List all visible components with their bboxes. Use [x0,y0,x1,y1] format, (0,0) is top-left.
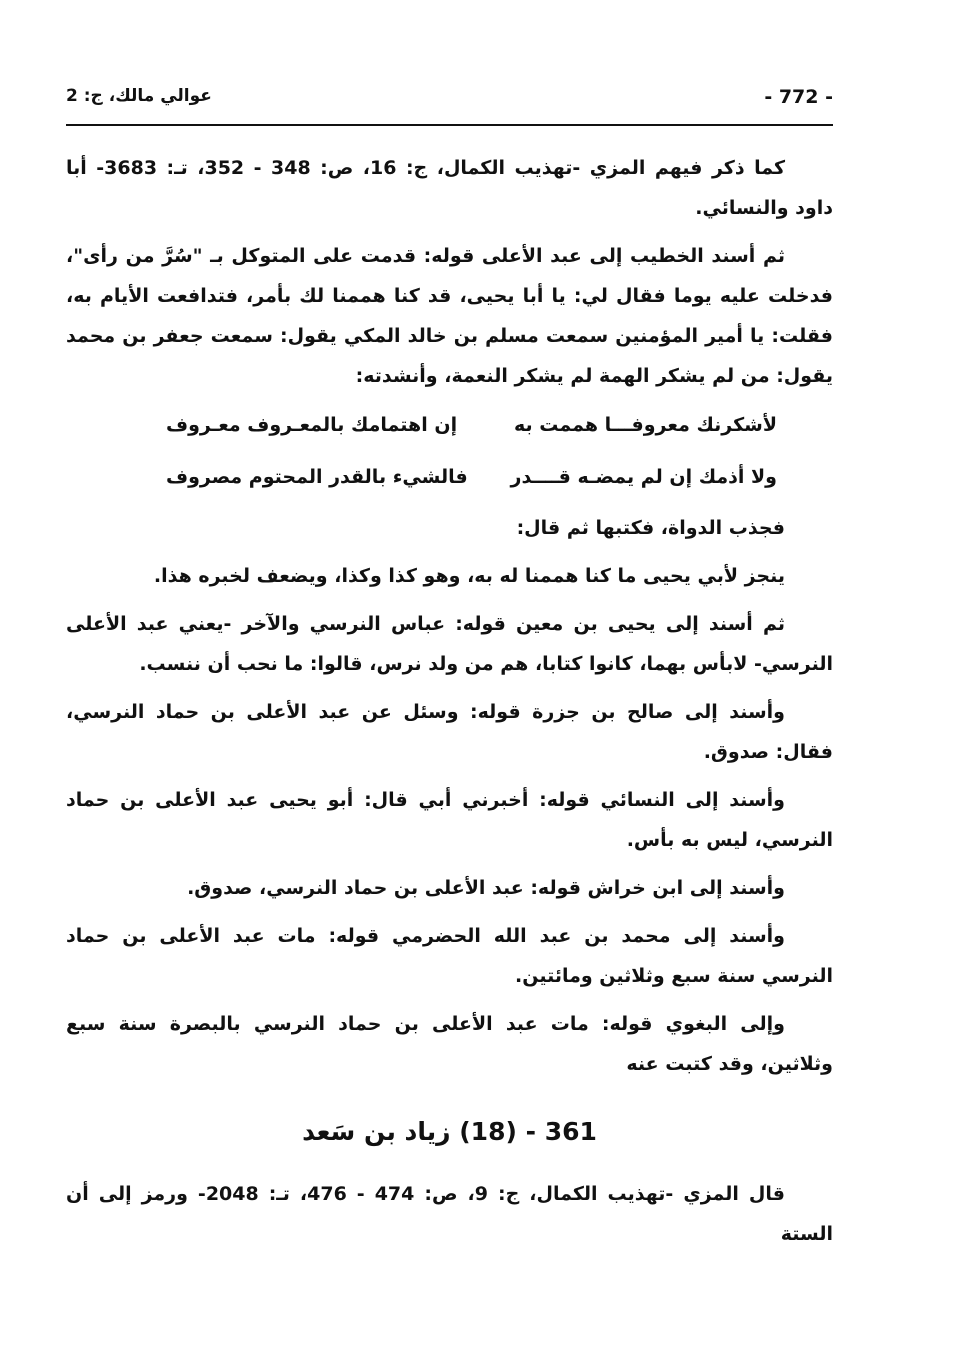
paragraph: وأسند إلى النسائي قوله: أخبرني أبي قال: أبو يحيى عبد الأعلى بن حماد النرسي، ليس به بأس. [66,789,833,851]
main-text [66,148,833,1262]
section-heading: 361 - (18) زياد بن سَعد [302,1117,597,1146]
verse-first-hemistich: لأشكرنك معروفـــا هممت به [514,414,777,436]
paragraph: ثم أسند الخطيب إلى عبد الأعلى قوله: قدمت على المتوكل بـ "سُرَّ من رأى"، فدخلت عليه يوما فقال لي: يا أبا يحيى، قد كنا هممنا لك بأمر، فتدافعت الأيام به، فقلت: يا أمير المؤمنين سمعت مسلم بن خالد المكي يقول: سمعت جعفر بن محمد يقول: من لم يشكر الهمة لم يشكر النعمة، وأنشدته: [66,245,833,387]
paragraph: فجذب الدواة، فكتبها ثم قال: [516,517,785,539]
paragraph: قال المزي -تهذيب الكمال، ج: 9، ص: 474 - 476، تـ: 2048- ورمز إلى أن الستة [66,1183,833,1245]
paragraph: وأسند إلى محمد بن عبد الله الحضرمي قوله: مات عبد الأعلى بن حماد النرسي سنة سبع وثلاثين ومائتين. [66,925,833,987]
paragraph: كما ذكر فيهم المزي -تهذيب الكمال، ج: 16، ص: 348 - 352، تـ: 3683- أبا داود والنسائي. [66,157,833,219]
paragraph: وإلى البغوي قوله: مات عبد الأعلى بن حماد النرسي بالبصرة سنة سبع وثلاثين، وقد كتبت عنه [66,1013,833,1075]
running-title: عوالي مالك، ج: 2 [66,86,212,106]
page-header [66,86,833,120]
paragraph: وأسند إلى صالح بن جزرة قوله: وسئل عن عبد الأعلى بن حماد النرسي، فقال: صدوق. [66,701,833,763]
verse-line [166,456,777,498]
verse-second-hemistich: إن اهتمامك بالمعـروف معـروف [166,414,458,436]
header-rule [66,124,833,126]
paragraph: ينجز لأبي يحيى ما كنا هممنا له به، وهو كذا وكذا، ويضعف لخبره هذا. [153,565,785,587]
verse-second-hemistich: فالشيء بالقدر المحتوم مصروف [166,466,468,488]
page-number: - 772 - [764,86,833,108]
paragraph: ثم أسند إلى يحيى بن معين قوله: عباس النرسي والآخر -يعني عبد الأعلى النرسي- لابأس بهما، كانوا كتابا، هم من ولد نرس، قالوا: ما نحب أن ننسب. [66,613,833,675]
paragraph: وأسند إلى ابن خراش قوله: عبد الأعلى بن حماد النرسي، صدوق. [187,877,785,899]
verse-line [166,404,777,446]
verse-first-hemistich: ولا أذمك إن لم يمضـه قــــدر [510,466,777,488]
